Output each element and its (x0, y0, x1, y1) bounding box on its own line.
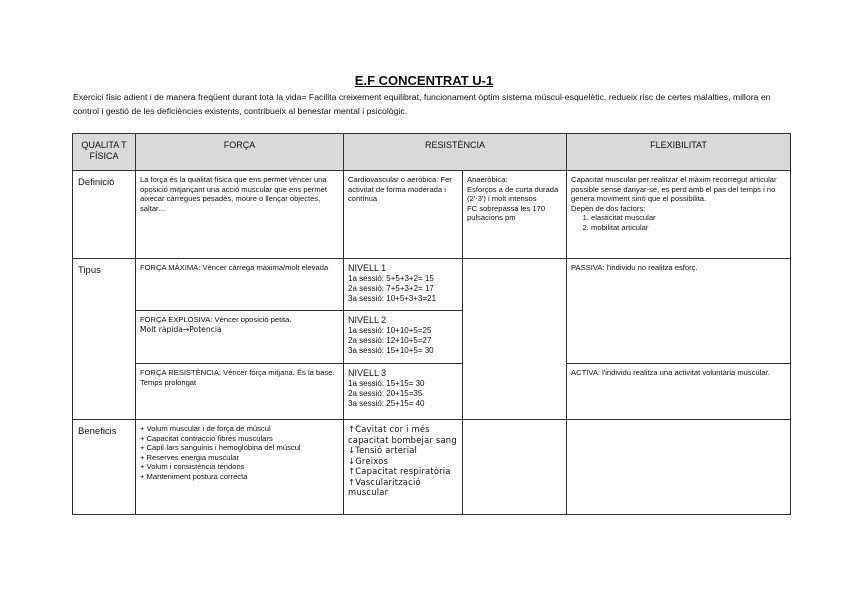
benefit-item: + Capacitat contracció fibres musculars (140, 433, 273, 443)
intro-paragraph: Exercici físic adient i de manera freqüent durant tota la vida= Facilita creixement equilibrat, funcionament òptim sistema múscul-esquelètic, redueix risc de certes malalties, millora en control i gestió de les deficiències existents, contribueix al benestar mental i psicològic. (73, 92, 771, 116)
explosiva-bold-text: Molt ràpida→Potencia (140, 324, 222, 334)
tipus-forca-maxima: FORÇA MÀXIMA: Vèncer càrrega màxima/molt elevada (136, 259, 344, 311)
tipus-forca-resistencia (136, 364, 344, 420)
sessio-line: 1a sessió: 10+10+5=25 (348, 326, 432, 335)
header-forca: FORÇA (136, 134, 344, 171)
nivell-title: NIVELL 3 (348, 368, 387, 378)
benefit-item: + Volum i consistència tendons (140, 462, 245, 472)
benefit-item: ↓Tensió arterial (348, 445, 418, 455)
tipus-forca-explosiva (136, 311, 344, 364)
header-resistencia: RESISTÈNCIA (344, 134, 567, 171)
tipus-passiva: PASSIVA: l'individu no realitza esforç. (567, 259, 791, 364)
sessio-line: 2a sessió: 20+15=35 (348, 389, 423, 398)
sessio-line: 1a sessió: 5+5+3+2= 15 (348, 274, 434, 283)
beneficis-forca (136, 420, 344, 515)
tipus-anaerobica-empty (463, 259, 567, 420)
resistencia-text: FORÇA RESISTÈNCIA: Vèncer força mitjana. És la base. (140, 368, 335, 377)
benefit-item: ↓Greixos (348, 455, 389, 466)
beneficis-resistencia (344, 420, 463, 515)
document-title: E.F CONCENTRAT U-1 (354, 73, 494, 88)
resistencia-extra: Temps prolongat (140, 377, 197, 387)
beneficis-anaerobica-empty (463, 420, 567, 515)
sessio-line: 2a sessió: 12+10+5=27 (348, 336, 432, 345)
nivell-2 (344, 311, 463, 364)
factor-item: 1. elasticitat muscular (591, 213, 786, 223)
benefit-item: ↑Capacitat respiratòria (348, 466, 451, 476)
definicio-aerobica: Cardiovascular o aeròbica: Fer activitat de forma moderada i contínua (344, 171, 463, 259)
beneficis-flexibilitat-empty (567, 420, 791, 515)
table-header-row (73, 134, 791, 171)
table-row-definicio (73, 171, 791, 259)
benefit-item: + Capil·lars sanguinis i hemoglobina del múscul (140, 443, 301, 453)
table-row-tipus-1 (73, 259, 791, 311)
row-label-tipus: Tipus (73, 259, 136, 420)
anaerobica-line: Esforços a de curta durada (2'-3') i molt intensos (467, 184, 559, 204)
table-row-beneficis (73, 420, 791, 515)
physical-qualities-table (72, 133, 791, 515)
definicio-flexibilitat (567, 171, 791, 259)
sessio-line: 3a sessió: 10+5+3+3=21 (348, 294, 437, 303)
row-label-definicio: Definició (73, 171, 136, 259)
benefit-item: + Reserves energia muscular (140, 452, 239, 462)
tipus-activa: ACTIVA: l'individu realitza una activitat voluntària muscular. (567, 364, 791, 420)
definicio-anaerobica (463, 171, 567, 259)
table-row-tipus-3 (73, 364, 791, 420)
factors-title: Depèn de dos factors: (571, 203, 646, 213)
explosiva-text: FORÇA EXPLOSIVA: Vèncer oposició petita. (140, 315, 292, 324)
header-qualitat: QUALITA T FÍSICA (73, 134, 136, 171)
sessio-line: 3a sessió: 15+10+5= 30 (348, 346, 434, 355)
benefit-item: ↑Cavitat cor i més capacitat bombejar sang (348, 424, 457, 445)
sessio-line: 2a sessió: 7+5+3+2= 17 (348, 284, 434, 293)
row-label-beneficis: Beneficis (73, 420, 136, 515)
nivell-title: NIVELL 2 (348, 315, 387, 325)
header-flexibilitat: FLEXIBILITAT (567, 134, 791, 171)
anaerobica-line: FC sobrepassa les 170 pulsacions pm (467, 203, 546, 223)
sessio-line: 1a sessió: 15+15= 30 (348, 379, 425, 388)
flexibilitat-definition: Capacitat muscular per realitzar el màxim recorregut articular possible sense danyar-se, es perd amb el pas del temps i no genera moviment sinó que el possibilita. (571, 175, 777, 204)
nivell-1 (344, 259, 463, 311)
benefit-item: ↑Vascularització muscular (348, 476, 421, 497)
nivell-title: NIVELL 1 (348, 263, 387, 273)
factors-list (571, 213, 786, 232)
anaerobica-line: Anaeròbica: (467, 175, 508, 184)
benefit-item: + Volum muscular i de força de múscul (140, 424, 271, 433)
sessio-line: 3a sessió: 25+15= 40 (348, 399, 425, 408)
factor-item: 2. mobilitat articular (591, 223, 786, 233)
definicio-forca: La força és la qualitat física que ens permet vèncer una oposició mitjançant una acció muscular que ens permet aixecar càrregues pesades, moure o llençar objectes, saltar… (136, 171, 344, 259)
nivell-3 (344, 364, 463, 420)
benefit-item: + Manteniment postura correcta (140, 471, 248, 481)
